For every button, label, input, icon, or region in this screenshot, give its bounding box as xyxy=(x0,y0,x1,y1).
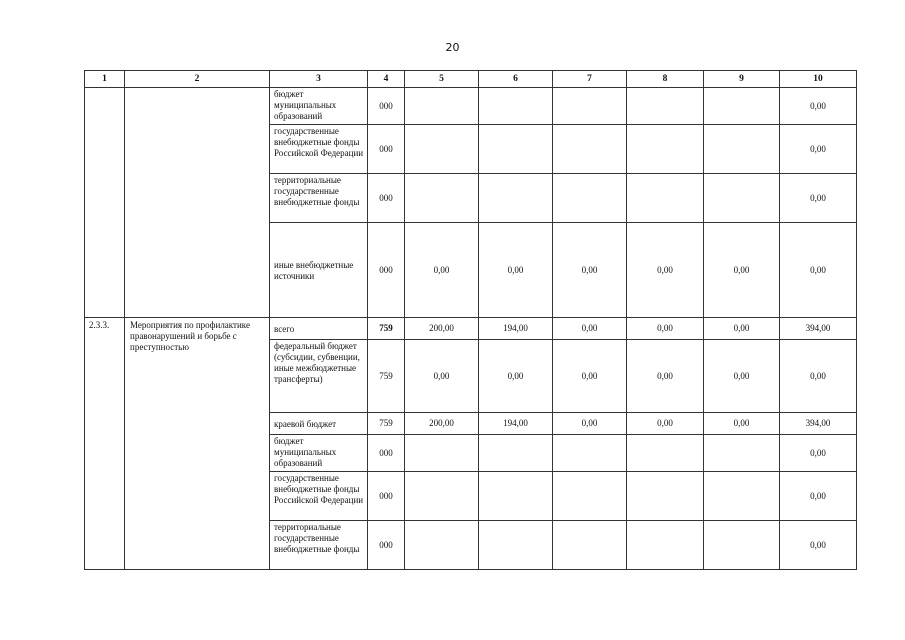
value-cell xyxy=(479,472,553,521)
value-cell xyxy=(627,174,704,223)
source-cell: иные внебюджетные источники xyxy=(270,223,368,318)
header-cell: 6 xyxy=(479,71,553,88)
value-cell: 0,00 xyxy=(704,318,780,340)
value-cell xyxy=(704,174,780,223)
value-cell xyxy=(704,521,780,570)
value-cell: 0,00 xyxy=(704,223,780,318)
value-cell: 0,00 xyxy=(553,413,627,435)
number-cell: 2.3.3. xyxy=(85,318,125,570)
header-cell: 10 xyxy=(780,71,857,88)
source-cell: территориальные государственные внебюджетные фонды xyxy=(270,174,368,223)
name-cell: Мероприятия по профилактике правонарушений и борьбе с преступностью xyxy=(125,318,270,570)
value-cell xyxy=(405,174,479,223)
value-cell: 194,00 xyxy=(479,318,553,340)
source-cell: бюджет муниципальных образований xyxy=(270,435,368,472)
value-cell xyxy=(553,88,627,125)
value-cell: 200,00 xyxy=(405,413,479,435)
value-cell xyxy=(627,521,704,570)
value-cell xyxy=(405,435,479,472)
value-cell xyxy=(479,435,553,472)
header-cell: 1 xyxy=(85,71,125,88)
table-row xyxy=(85,88,857,125)
funding-table xyxy=(84,70,857,570)
header-cell: 3 xyxy=(270,71,368,88)
value-cell xyxy=(479,174,553,223)
code-cell: 759 xyxy=(368,340,405,413)
total-cell: 394,00 xyxy=(780,318,857,340)
code-cell: 000 xyxy=(368,223,405,318)
value-cell: 0,00 xyxy=(405,340,479,413)
value-cell: 0,00 xyxy=(553,318,627,340)
code-cell: 000 xyxy=(368,174,405,223)
value-cell xyxy=(405,472,479,521)
total-cell: 0,00 xyxy=(780,223,857,318)
source-cell: краевой бюджет xyxy=(270,413,368,435)
source-cell: территориальные государственные внебюджетные фонды xyxy=(270,521,368,570)
source-cell: государственные внебюджетные фонды Российской Федерации xyxy=(270,125,368,174)
value-cell xyxy=(627,472,704,521)
source-cell: всего xyxy=(270,318,368,340)
header-cell: 4 xyxy=(368,71,405,88)
value-cell xyxy=(704,125,780,174)
code-cell: 000 xyxy=(368,125,405,174)
header-cell: 7 xyxy=(553,71,627,88)
value-cell xyxy=(479,521,553,570)
header-cell: 8 xyxy=(627,71,704,88)
table-row xyxy=(85,318,857,340)
value-cell: 200,00 xyxy=(405,318,479,340)
value-cell: 0,00 xyxy=(479,340,553,413)
code-cell: 000 xyxy=(368,435,405,472)
total-cell: 0,00 xyxy=(780,435,857,472)
page-number: 20 xyxy=(445,41,460,54)
value-cell xyxy=(479,88,553,125)
value-cell xyxy=(405,125,479,174)
code-cell: 000 xyxy=(368,521,405,570)
value-cell: 0,00 xyxy=(627,413,704,435)
value-cell: 0,00 xyxy=(479,223,553,318)
value-cell xyxy=(405,88,479,125)
value-cell: 0,00 xyxy=(627,318,704,340)
value-cell xyxy=(704,88,780,125)
number-cell xyxy=(85,88,125,318)
source-cell: государственные внебюджетные фонды Российской Федерации xyxy=(270,472,368,521)
total-cell: 394,00 xyxy=(780,413,857,435)
code-cell: 759 xyxy=(368,318,405,340)
total-cell: 0,00 xyxy=(780,88,857,125)
value-cell xyxy=(553,521,627,570)
value-cell: 0,00 xyxy=(553,223,627,318)
value-cell xyxy=(553,174,627,223)
total-cell: 0,00 xyxy=(780,125,857,174)
header-cell: 5 xyxy=(405,71,479,88)
code-cell: 000 xyxy=(368,472,405,521)
value-cell xyxy=(553,472,627,521)
code-cell: 000 xyxy=(368,88,405,125)
value-cell xyxy=(405,521,479,570)
value-cell: 0,00 xyxy=(704,413,780,435)
header-row xyxy=(85,71,857,88)
value-cell xyxy=(479,125,553,174)
value-cell xyxy=(627,88,704,125)
value-cell: 194,00 xyxy=(479,413,553,435)
value-cell: 0,00 xyxy=(627,223,704,318)
source-cell: бюджет муниципальных образований xyxy=(270,88,368,125)
value-cell xyxy=(704,435,780,472)
value-cell xyxy=(553,125,627,174)
value-cell: 0,00 xyxy=(553,340,627,413)
value-cell xyxy=(627,435,704,472)
code-cell: 759 xyxy=(368,413,405,435)
value-cell xyxy=(704,472,780,521)
total-cell: 0,00 xyxy=(780,174,857,223)
value-cell xyxy=(553,435,627,472)
header-cell: 9 xyxy=(704,71,780,88)
total-cell: 0,00 xyxy=(780,340,857,413)
value-cell: 0,00 xyxy=(405,223,479,318)
source-cell: федеральный бюджет (субсидии, субвенции, иные межбюджетные трансферты) xyxy=(270,340,368,413)
header-cell: 2 xyxy=(125,71,270,88)
name-cell xyxy=(125,88,270,318)
value-cell: 0,00 xyxy=(627,340,704,413)
total-cell: 0,00 xyxy=(780,472,857,521)
value-cell: 0,00 xyxy=(704,340,780,413)
total-cell: 0,00 xyxy=(780,521,857,570)
value-cell xyxy=(627,125,704,174)
